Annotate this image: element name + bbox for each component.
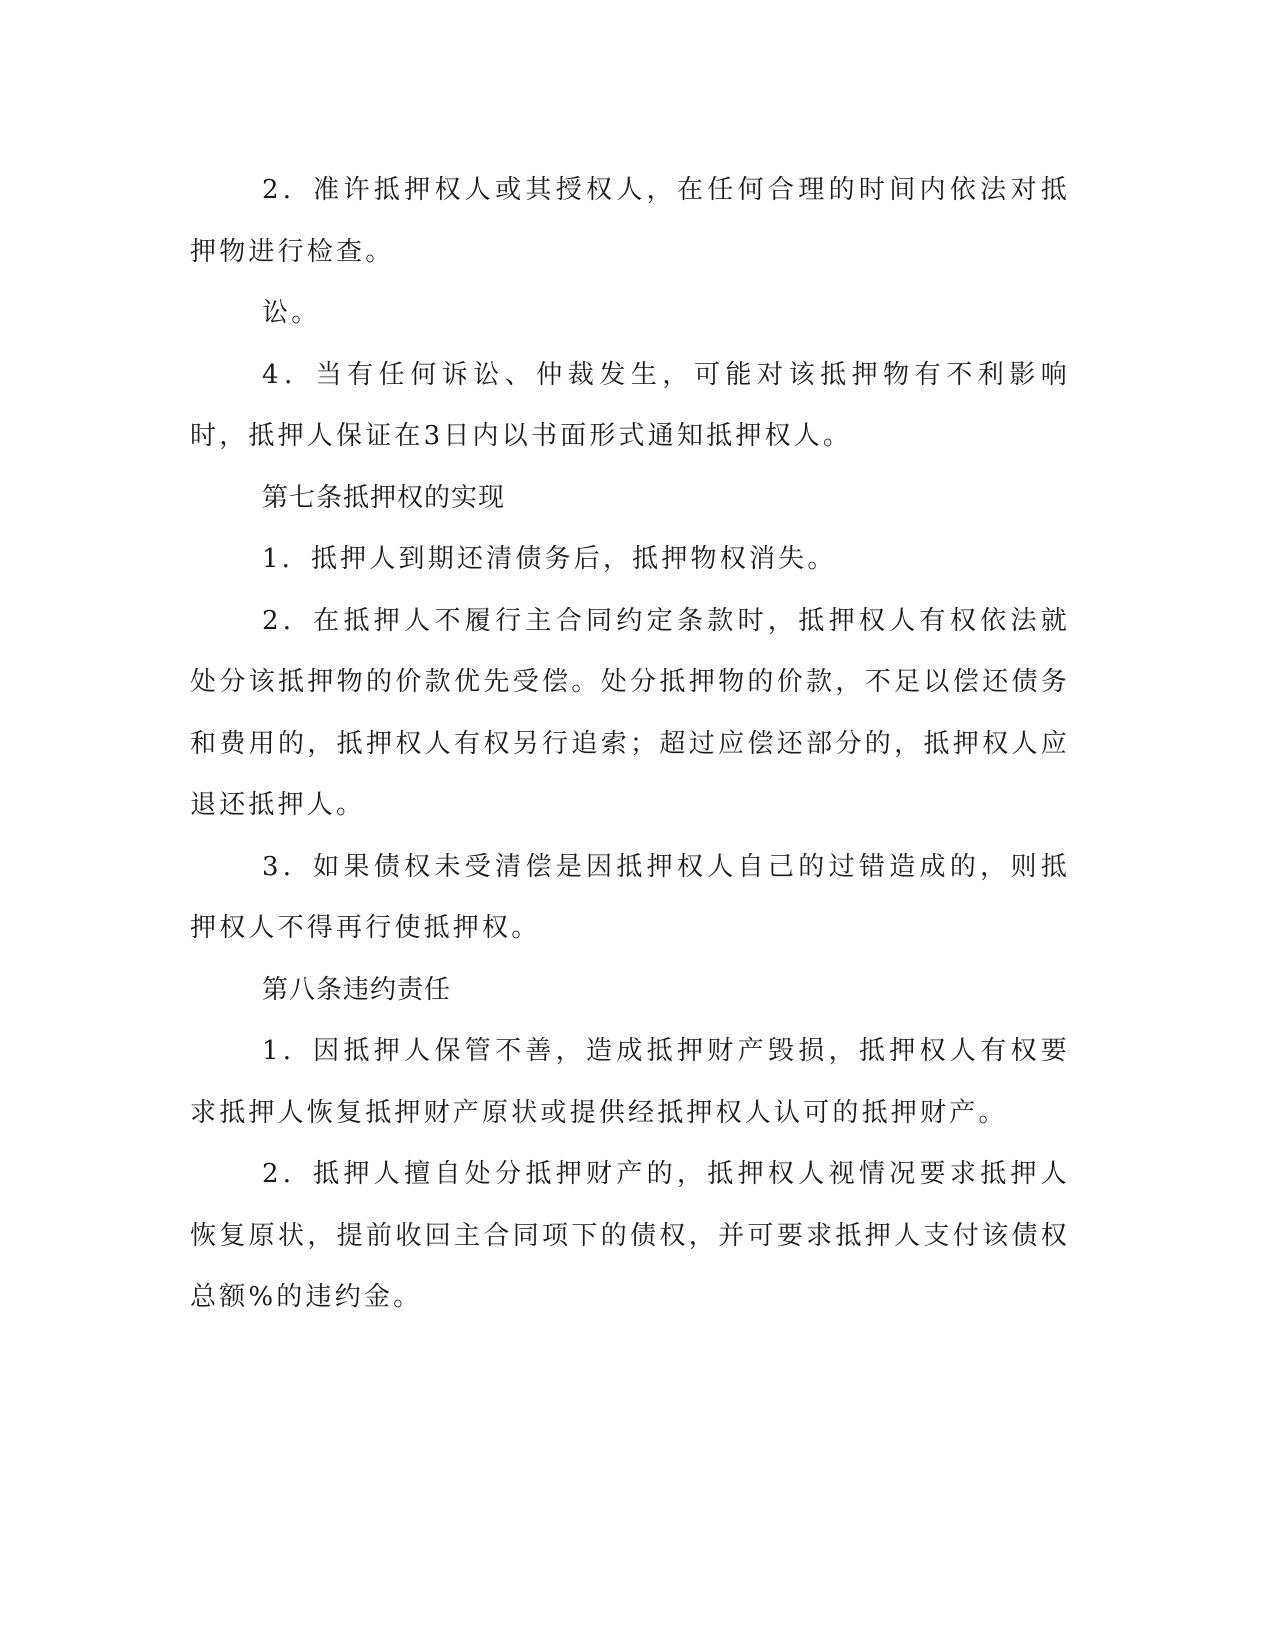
article-8-heading: 第八条违约责任: [262, 974, 452, 1005]
clause-6-item-4: 4．当有任何诉讼、仲裁发生，可能对该抵押物有不利影响时，抵押人保证在3日内以书面形式通知抵押权人。: [190, 359, 1070, 451]
clause-6-item-2: 2．准许抵押权人或其授权人，在任何合理的时间内依法对抵押物进行检查。: [190, 175, 1070, 267]
document-body: [190, 160, 1070, 1329]
article-8-item-2: 2．抵押人擅自处分抵押财产的，抵押权人视情况要求抵押人恢复原状，提前收回主合同项下的债权，并可要求抵押人支付该债权总额%的违约金。: [190, 1159, 1070, 1312]
article-8-item-1: 1．因抵押人保管不善，造成抵押财产毁损，抵押权人有权要求抵押人恢复抵押财产原状或提供经抵押权人认可的抵押财产。: [190, 1036, 1070, 1128]
article-7-item-2: 2．在抵押人不履行主合同约定条款时，抵押权人有权依法就处分该抵押物的价款优先受偿。处分抵押物的价款，不足以偿还债务和费用的，抵押权人有权另行追索；超过应偿还部分的，抵押权人应退还抵押人。: [190, 605, 1070, 820]
clause-6-item-3-fragment: 讼。: [262, 298, 321, 328]
article-7-heading: 第七条抵押权的实现: [262, 482, 506, 513]
article-7-item-3: 3．如果债权未受清偿是因抵押权人自己的过错造成的，则抵押权人不得再行使抵押权。: [190, 851, 1070, 943]
article-7-item-1: 1．抵押人到期还清债务后，抵押物权消失。: [262, 544, 837, 574]
